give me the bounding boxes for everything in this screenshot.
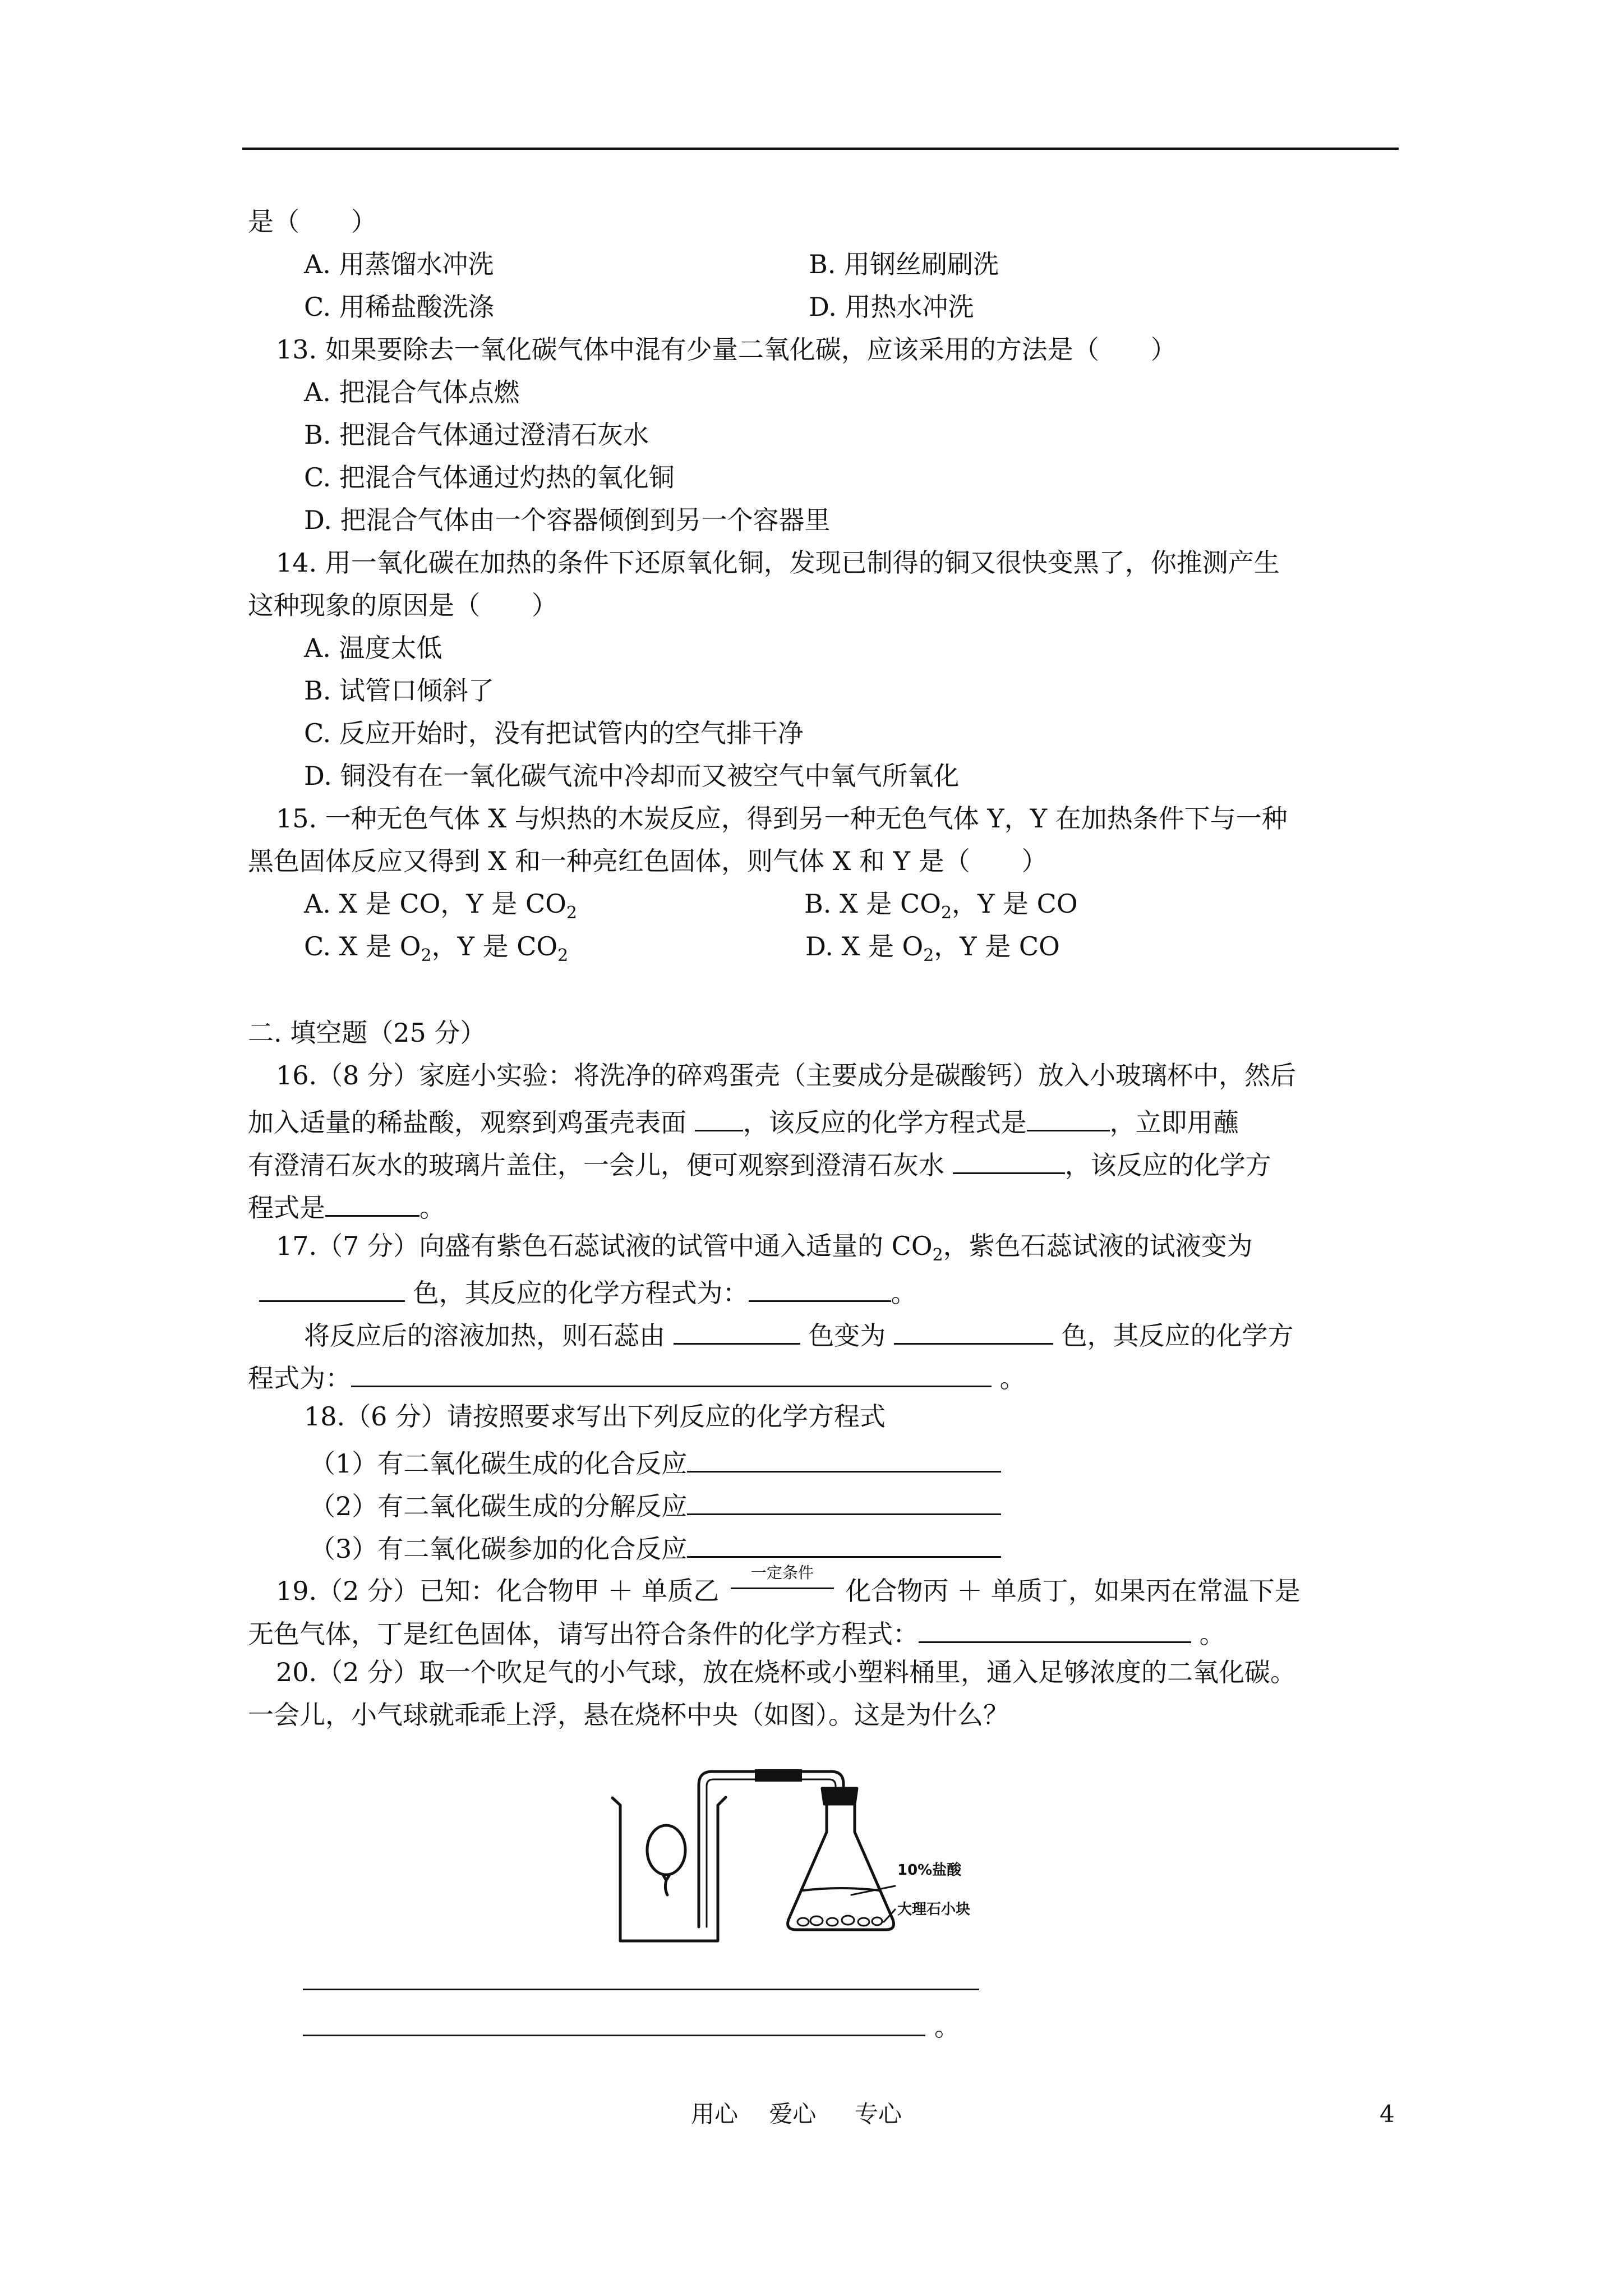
q19-line1 xyxy=(276,1563,1301,1606)
q17-line3 xyxy=(304,1318,1294,1349)
q19-l2-text2: 。 xyxy=(1191,1619,1225,1649)
q20-line2: 一会儿，小气球就乖乖上浮，悬在烧杯中央（如图）。这是为什么？ xyxy=(248,1700,1009,1730)
q16-blank-limewater[interactable] xyxy=(953,1148,1065,1174)
q17-blank-color-to[interactable] xyxy=(894,1318,1053,1345)
q12-stem-tail: 是（ ） xyxy=(248,206,377,237)
q16-line2 xyxy=(248,1105,1239,1138)
q15-a-text: A. X 是 CO，Y 是 CO xyxy=(304,889,566,919)
q18-item-1 xyxy=(310,1446,1001,1479)
q14-option-c: C. 反应开始时，没有把试管内的空气排干净 xyxy=(304,718,804,748)
q13-option-d: D. 把混合气体由一个容器倾倒到另一个容器里 xyxy=(304,505,831,535)
q15-option-b xyxy=(804,889,1078,923)
q19-l2-text1: 无色气体，丁是红色固体，请写出符合条件的化学方程式： xyxy=(248,1619,919,1649)
condition-line xyxy=(731,1588,834,1589)
q17-l1-text1: 17.（7 分）向盛有紫色石蕊试液的试管中通入适量的 CO xyxy=(276,1231,933,1261)
q19-l1-text2: 化合物丙 ＋ 单质丁，如果丙在常温下是 xyxy=(837,1576,1301,1606)
q17-blank-equation1[interactable] xyxy=(749,1276,891,1302)
q16-l3-text1: 有澄清石灰水的玻璃片盖住，一会儿，便可观察到澄清石灰水 xyxy=(248,1150,953,1180)
q17-l2-text1: 色，其反应的化学方程式为： xyxy=(405,1278,749,1308)
section-2-title: 二. 填空题（25 分） xyxy=(248,1018,486,1048)
q12-option-b: B. 用钢丝刷刷洗 xyxy=(809,249,999,279)
q20-line1: 20.（2 分）取一个吹足气的小气球，放在烧杯或小塑料桶里，通入足够浓度的二氧化碳。 xyxy=(276,1657,1297,1687)
q18-item-2 xyxy=(310,1489,1001,1519)
q16-l4-text2: 。 xyxy=(419,1193,445,1223)
q15-stem-line1: 15. 一种无色气体 X 与炽热的木炭反应，得到另一种无色气体 Y，Y 在加热条件下与一种 xyxy=(276,803,1288,834)
q15-b-text1: B. X 是 CO xyxy=(804,889,941,919)
q17-line2 xyxy=(259,1276,917,1306)
q14-option-d: D. 铜没有在一氧化碳气流中冷却而又被空气中氧气所氧化 xyxy=(304,761,960,791)
balloon-knot xyxy=(663,1875,670,1895)
q20-answer-line-2[interactable] xyxy=(303,2035,925,2036)
flask-stopper xyxy=(822,1788,857,1804)
q18-stem: 18.（6 分）请按照要求写出下列反应的化学方程式 xyxy=(304,1401,886,1432)
q12-option-d: D. 用热水冲洗 xyxy=(809,292,974,322)
q13-option-c: C. 把混合气体通过灼热的氧化铜 xyxy=(304,462,675,493)
q19-blank-equation[interactable] xyxy=(919,1617,1191,1643)
tube-connector xyxy=(755,1769,802,1782)
q17-l4-text1: 程式为： xyxy=(248,1363,351,1393)
q15-option-a xyxy=(304,889,577,923)
figure-label-acid: 10%盐酸 xyxy=(897,1862,962,1879)
q17-l1-sub: 2 xyxy=(932,1245,943,1265)
figure-label-marble: 大理石小块 xyxy=(897,1901,971,1918)
balloon xyxy=(647,1825,685,1875)
header-rule xyxy=(242,148,1399,150)
q19-l1-text1: 19.（2 分）已知：化合物甲 ＋ 单质乙 xyxy=(276,1576,727,1606)
q16-line3 xyxy=(248,1148,1271,1178)
q17-blank-color1[interactable] xyxy=(259,1276,405,1302)
q17-blank-equation2[interactable] xyxy=(351,1361,992,1387)
q15-d-text1: D. X 是 O xyxy=(805,931,924,961)
q14-option-b: B. 试管口倾斜了 xyxy=(304,675,495,706)
q17-l4-text2: 。 xyxy=(992,1363,1026,1393)
q18-blank-1[interactable] xyxy=(687,1446,1001,1473)
q12-option-c: C. 用稀盐酸洗涤 xyxy=(304,292,494,322)
q20-answer-end: 。 xyxy=(934,2012,960,2042)
erlenmeyer-flask xyxy=(788,1804,894,1930)
q15-d-sub: 2 xyxy=(923,946,934,965)
q20-answer-line-1[interactable] xyxy=(303,1989,979,1990)
label-leader-acid xyxy=(851,1886,895,1895)
q18-blank-3[interactable] xyxy=(687,1531,1001,1558)
q15-a-sub: 2 xyxy=(566,903,577,923)
q17-l1-text2: ，紫色石蕊试液的试液变为 xyxy=(943,1231,1253,1261)
q14-stem-line1: 14. 用一氧化碳在加热的条件下还原氧化铜，发现已制得的铜又很快变黑了，你推测产生 xyxy=(276,547,1280,578)
q14-stem-line2: 这种现象的原因是（ ） xyxy=(248,590,557,620)
q18-item-3 xyxy=(310,1531,1001,1562)
q19-line2 xyxy=(248,1617,1225,1647)
q18-item1-label: （1）有二氧化碳生成的化合反应 xyxy=(310,1448,688,1479)
q16-line4 xyxy=(248,1190,445,1221)
q13-option-a: A. 把混合气体点燃 xyxy=(304,377,520,407)
q16-l3-text2: ，该反应的化学方 xyxy=(1064,1150,1271,1180)
q17-l3-text2: 色变为 xyxy=(800,1320,894,1351)
q16-blank-equation2[interactable] xyxy=(325,1190,419,1217)
condition-label: 一定条件 xyxy=(750,1563,814,1582)
q15-option-d xyxy=(805,931,1060,965)
experiment-figure xyxy=(606,1756,1054,1947)
q12-option-a: A. 用蒸馏水冲洗 xyxy=(304,249,494,279)
q15-b-text2: ，Y 是 CO xyxy=(952,889,1078,919)
beaker xyxy=(612,1797,726,1941)
q15-stem-line2: 黑色固体反应又得到 X 和一种亮红色固体，则气体 X 和 Y 是（ ） xyxy=(248,846,1048,876)
page-number: 4 xyxy=(1380,2100,1395,2128)
q14-option-a: A. 温度太低 xyxy=(304,633,442,663)
q16-l4-text1: 程式是 xyxy=(248,1193,325,1223)
q16-line1: 16.（8 分）家庭小实验：将洗净的碎鸡蛋壳（主要成分是碳酸钙）放入小玻璃杯中，然后 xyxy=(276,1060,1297,1091)
q18-item3-label: （3）有二氧化碳参加的化合反应 xyxy=(310,1534,688,1564)
q15-c-text2: ，Y 是 CO xyxy=(431,931,558,961)
q16-l2-text2: ，该反应的化学方程式是 xyxy=(743,1107,1027,1138)
q17-l3-text1: 将反应后的溶液加热，则石蕊由 xyxy=(304,1320,674,1351)
acid-liquid-surface xyxy=(803,1888,879,1890)
q17-line1 xyxy=(276,1231,1253,1265)
q16-blank-equation1[interactable] xyxy=(1027,1105,1110,1131)
q16-blank-surface[interactable] xyxy=(695,1105,743,1131)
q18-blank-2[interactable] xyxy=(687,1489,1001,1515)
q17-l3-text3: 色，其反应的化学方 xyxy=(1053,1320,1294,1351)
q16-l2-text1: 加入适量的稀盐酸，观察到鸡蛋壳表面 xyxy=(248,1107,695,1138)
q15-c-sub1: 2 xyxy=(421,946,432,965)
q17-line4 xyxy=(248,1361,1026,1391)
q15-c-text1: C. X 是 O xyxy=(304,931,421,961)
q13-option-b: B. 把混合气体通过澄清石灰水 xyxy=(304,420,649,450)
q13-stem: 13. 如果要除去一氧化碳气体中混有少量二氧化碳，应该采用的方法是（ ） xyxy=(276,334,1177,365)
q17-blank-color-from[interactable] xyxy=(674,1318,800,1345)
q18-item2-label: （2）有二氧化碳生成的分解反应 xyxy=(310,1491,688,1521)
q15-c-sub2: 2 xyxy=(557,946,569,965)
q17-l2-text2: 。 xyxy=(891,1278,917,1308)
q15-option-c xyxy=(304,931,569,965)
marble-chips xyxy=(797,1916,882,1926)
q15-b-sub: 2 xyxy=(940,903,952,923)
reaction-condition-arrow xyxy=(727,1563,837,1600)
footer-motto: 用心 爱心 专心 xyxy=(691,2100,902,2128)
q16-l2-text3: ，立即用蘸 xyxy=(1109,1107,1239,1138)
q15-d-text2: ，Y 是 CO xyxy=(934,931,1060,961)
